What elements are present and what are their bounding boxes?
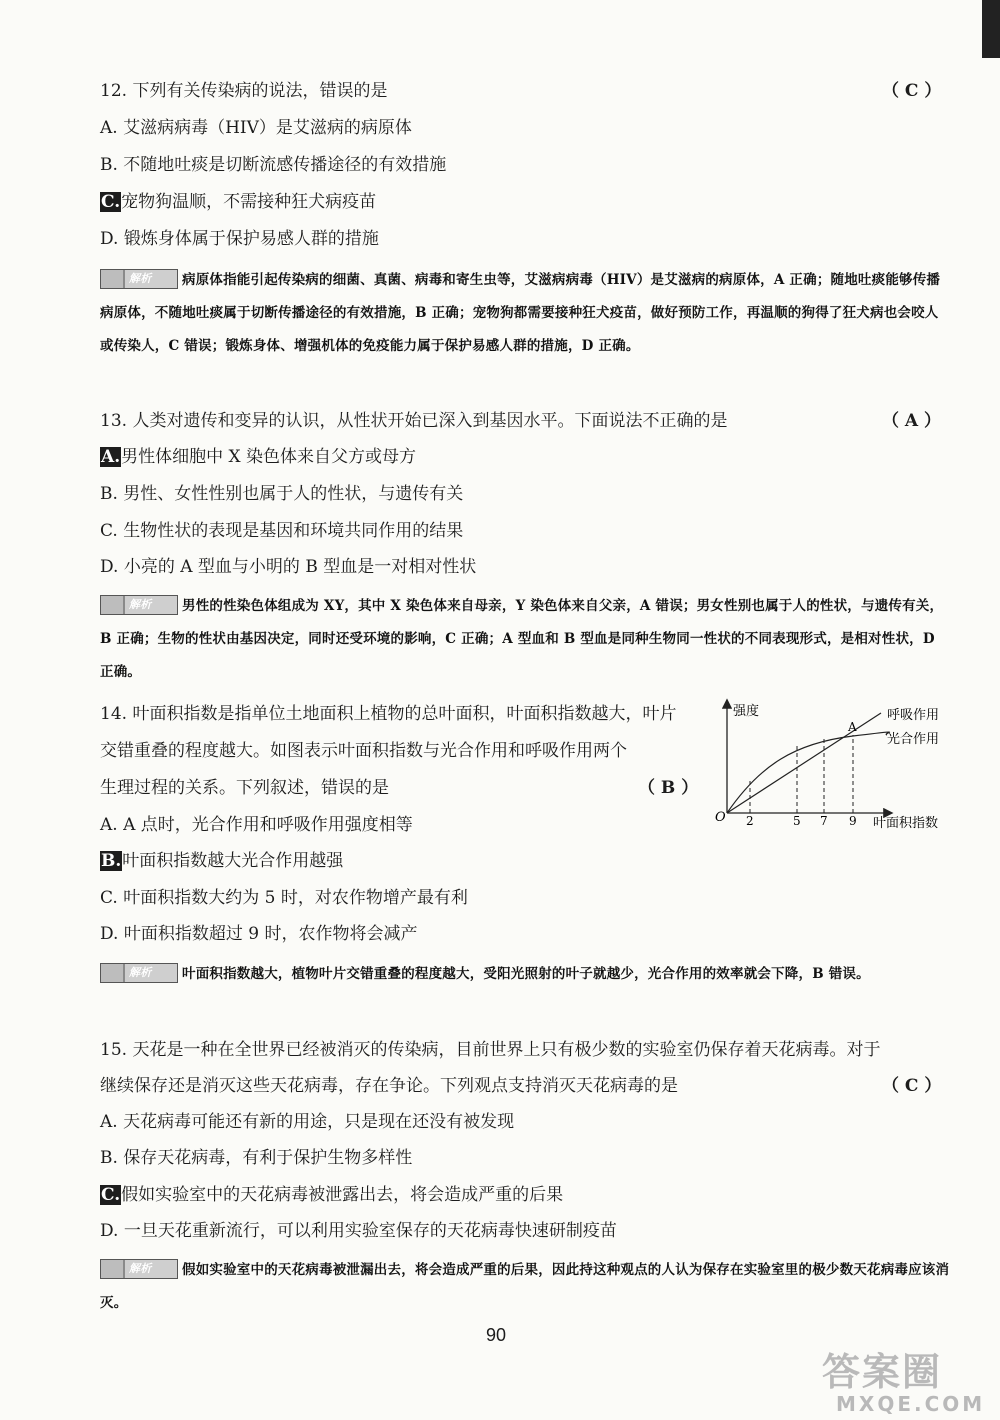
answer-bracket: （ C ） xyxy=(882,1076,942,1096)
option-d: D. 小亮的 A 型血与小明的 B 型血是一对相对性状 xyxy=(100,557,477,577)
analysis-badge-icon: 解析 xyxy=(100,963,178,983)
correct-option-mark: A. xyxy=(101,447,121,467)
option-text: 叶面积指数越大光合作用越强 xyxy=(122,851,344,871)
answer-bracket: （ B ） xyxy=(638,778,699,798)
leaf-area-index-figure xyxy=(705,695,955,835)
option-a: A. A 点时，光合作用和呼吸作用强度相等 xyxy=(100,815,413,835)
option-text: 男性体细胞中 X 染色体来自父方或母方 xyxy=(121,447,417,467)
page-edge-tab xyxy=(982,0,1000,58)
option-d: D. 一旦天花重新流行，可以利用实验室保存的天花病毒快速研制疫苗 xyxy=(100,1221,617,1241)
watermark-logo xyxy=(822,1352,992,1414)
x-axis-label: 叶面积指数 xyxy=(873,816,939,831)
analysis-badge-icon: 解析 xyxy=(100,1259,178,1279)
analysis-block xyxy=(100,1254,950,1320)
analysis-badge-icon: 解析 xyxy=(100,269,178,289)
question-stem-line: 15. 天花是一种在全世界已经被消灭的传染病，目前世界上只有极少数的实验室仍保存着天花病毒。对于 xyxy=(100,1040,881,1060)
option-d: D. 锻炼身体属于保护易感人群的措施 xyxy=(100,229,379,249)
question-stem-line: 14. 叶面积指数是指单位土地面积上植物的总叶面积，叶面积指数越大，叶片 xyxy=(100,704,677,724)
option-a: A. 艾滋病病毒（HIV）是艾滋病的病原体 xyxy=(100,118,412,138)
option-c xyxy=(100,1180,563,1205)
x-tick-label: 9 xyxy=(849,814,857,828)
origin-label: O xyxy=(715,810,726,825)
photosynthesis-curve xyxy=(727,732,890,813)
option-text: 宠物狗温顺，不需接种狂犬病疫苗 xyxy=(121,192,377,212)
question-stem: 12. 下列有关传染病的说法，错误的是 xyxy=(100,81,388,101)
option-text: 假如实验室中的天花病毒被泄露出去，将会造成严重的后果 xyxy=(121,1185,564,1205)
option-b: B. 保存天花病毒，有利于保护生物多样性 xyxy=(100,1148,413,1168)
analysis-text: 假如实验室中的天花病毒被泄漏出去，将会造成严重的后果，因此持这种观点的人认为保存在实验室里的极少数天花病毒应该消灭。 xyxy=(100,1262,950,1311)
analysis-block xyxy=(100,958,950,991)
option-c: C. 生物性状的表现是基因和环境共同作用的结果 xyxy=(100,521,464,541)
analysis-block xyxy=(100,590,950,689)
analysis-text: 叶面积指数越大，植物叶片交错重叠的程度越大，受阳光照射的叶子就越少，光合作用的效率就会下降，B 错误。 xyxy=(182,966,870,982)
option-c xyxy=(100,187,376,212)
series-label-photosynthesis: 光合作用 xyxy=(887,732,940,747)
correct-option-mark: B. xyxy=(101,851,122,871)
option-a xyxy=(100,442,416,467)
analysis-text: 男性的性染色体组成为 XY，其中 X 染色体来自母亲，Y 染色体来自父亲，A 错误；男女性别也属于人的性状，与遗传有关，B 正确；生物的性状由基因决定，同时还受环境的影响，C 正确；A 型血和 B 型血是同种生物同一性状的不同表现形式，是相对性状，D 正确。 xyxy=(100,598,944,680)
watermark-url: MXQE.COM xyxy=(836,1392,986,1416)
series-label-respiration: 呼吸作用 xyxy=(887,708,940,723)
answer-bracket: （ A ） xyxy=(882,411,942,431)
page-number: 90 xyxy=(486,1325,507,1345)
point-a-label: A xyxy=(848,720,857,734)
option-c: C. 叶面积指数大约为 5 时，对农作物增产最有利 xyxy=(100,888,468,908)
option-b: B. 不随地吐痰是切断流感传播途径的有效措施 xyxy=(100,155,447,175)
option-b: B. 男性、女性性别也属于人的性状，与遗传有关 xyxy=(100,484,464,504)
option-d: D. 叶面积指数超过 9 时，农作物将会减产 xyxy=(100,924,418,944)
correct-option-mark: C. xyxy=(101,1185,121,1205)
analysis-text: 病原体指能引起传染病的细菌、真菌、病毒和寄生虫等，艾滋病病毒（HIV）是艾滋病的病原体，A 正确；随地吐痰能够传播病原体，不随地吐痰属于切断传播途径的有效措施，B 正确；宠物狗都需要接种狂犬疫苗，做好预防工作，再温顺的狗得了狂犬病也会咬人或传染人，C 错误；锻炼身体、增强机体的免疫能力属于保护易感人群的措施，D 正确。 xyxy=(100,272,941,354)
answer-bracket: （ C ） xyxy=(882,81,942,101)
correct-option-mark: C. xyxy=(101,192,121,212)
x-tick-label: 5 xyxy=(793,814,801,828)
option-a: A. 天花病毒可能还有新的用途，只是现在还没有被发现 xyxy=(100,1112,515,1132)
question-stem-line: 生理过程的关系。下列叙述，错误的是 xyxy=(100,778,389,798)
analysis-badge-icon: 解析 xyxy=(100,595,178,615)
analysis-block xyxy=(100,264,950,363)
x-tick-label: 2 xyxy=(746,814,754,828)
question-stem: 13. 人类对遗传和变异的认识，从性状开始已深入到基因水平。下面说法不正确的是 xyxy=(100,411,728,431)
option-b xyxy=(100,846,343,871)
question-stem-line: 交错重叠的程度越大。如图表示叶面积指数与光合作用和呼吸作用两个 xyxy=(100,741,627,761)
question-stem-line: 继续保存还是消灭这些天花病毒，存在争论。下列观点支持消灭天花病毒的是 xyxy=(100,1076,678,1096)
y-axis-label: 强度 xyxy=(733,704,760,719)
x-tick-label: 7 xyxy=(820,814,828,828)
watermark-text: 答案圈 xyxy=(822,1350,943,1394)
